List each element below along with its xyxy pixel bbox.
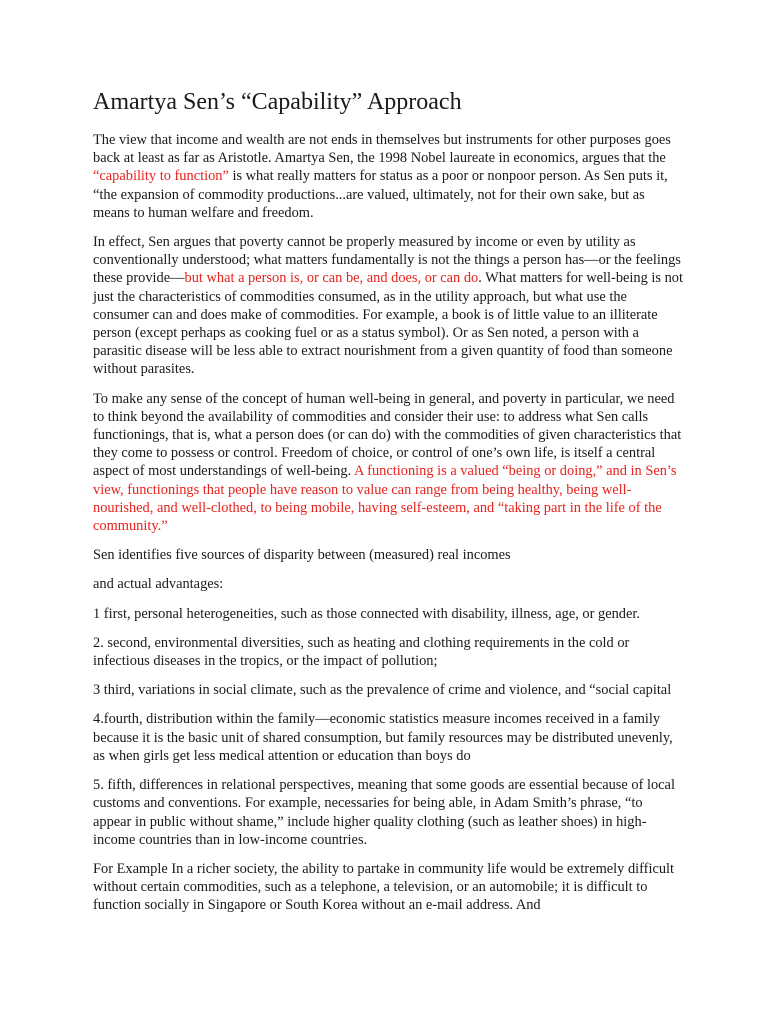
text-segment: The view that income and wealth are not ends in themselves but instruments for other purposes goes back at least as far as Aristotle. Amartya Sen, the 1998 Nobel laureate in economics, argues that the bbox=[93, 132, 671, 167]
text-segment: and actual advantages: bbox=[93, 576, 224, 593]
paragraph-4 bbox=[93, 546, 683, 564]
paragraph-3 bbox=[93, 390, 683, 536]
list-item-4 bbox=[93, 710, 683, 765]
list-item-5 bbox=[93, 776, 683, 849]
text-segment: 5. fifth, differences in relational perspectives, meaning that some goods are essential because of local customs and conventions. For example, necessaries for being able, in Adam Smith’s phrase, “to appear in public without shame,” include higher quality clothing (such as leather shoes) in high-income countries than in low-income countries. bbox=[93, 777, 675, 848]
text-segment: is what really matters for status as a poor or nonpoor person. As Sen puts it, “the expansion of commodity productions...are valued, ultimately, not for their own sake, but as means to human welfare and freedom. bbox=[93, 168, 668, 221]
paragraph-2 bbox=[93, 233, 683, 379]
text-segment: Sen identifies five sources of disparity between (measured) real incomes bbox=[93, 547, 511, 564]
text-segment: To make any sense of the concept of human well-being in general, and poverty in particular, we need to think beyond the availability of commodities and consider their use: to address what Sen calls functionings, that is, what a person does (or can do) with the commodities of given characteristics that they come to possess or control. Freedom of choice, or control of one’s own life, is itself a central aspect of most understandings of well-being. bbox=[93, 390, 682, 480]
text-segment: 1 first, personal heterogeneities, such as those connected with disability, illness, age, or gender. bbox=[93, 605, 640, 622]
highlighted-text: A functioning is a valued “being or doing,” and in Sen’s view, functionings that people have reason to value can range from being healthy, being well-nourished, and well-clothed, to being mobile, having self-esteem, and “taking part in the life of the community.” bbox=[93, 463, 677, 535]
paragraph-example bbox=[93, 860, 683, 915]
document-page bbox=[93, 86, 683, 926]
list-item-1 bbox=[93, 605, 683, 623]
list-item-3 bbox=[93, 681, 683, 699]
list-item-2 bbox=[93, 634, 683, 670]
paragraph-5 bbox=[93, 575, 683, 593]
text-segment: 4.fourth, distribution within the family—economic statistics measure incomes received in a family because it is the basic unit of shared consumption, but family resources may be distributed unevenly, as when girls get less medical attention or education than boys do bbox=[93, 711, 673, 764]
text-segment: . What matters for well-being is not just the characteristics of commodities consumed, as in the utility approach, but what use the consumer can and does make of commodities. For example, a book is of little value to an illiterate person (except perhaps as cooking fuel or as a status symbol). Or as Sen noted, a person with a parasitic disease will be less able to extract nourishment from a given quantity of food than someone without parasites. bbox=[93, 270, 684, 378]
text-segment: 3 third, variations in social climate, such as the prevalence of crime and violence, and “social capital bbox=[93, 682, 672, 699]
paragraph-1 bbox=[93, 131, 683, 222]
highlighted-text: but what a person is, or can be, and does, or can do bbox=[184, 270, 479, 287]
highlighted-text: “capability to function” bbox=[93, 168, 229, 185]
document-title: Amartya Sen’s “Capability” Approach bbox=[93, 89, 462, 115]
text-segment: In effect, Sen argues that poverty cannot be properly measured by income or even by utility as conventionally understood; what matters fundamentally is not the things a person has—or the feelings these provide— bbox=[93, 234, 681, 287]
text-segment: 2. second, environmental diversities, such as heating and clothing requirements in the cold or infectious diseases in the tropics, or the impact of pollution; bbox=[93, 634, 630, 670]
text-segment: For Example In a richer society, the ability to partake in community life would be extremely difficult without certain commodities, such as a telephone, a television, or an automobile; it is difficult to function socially in Singapore or South Korea without an e-mail address. And bbox=[93, 860, 675, 914]
